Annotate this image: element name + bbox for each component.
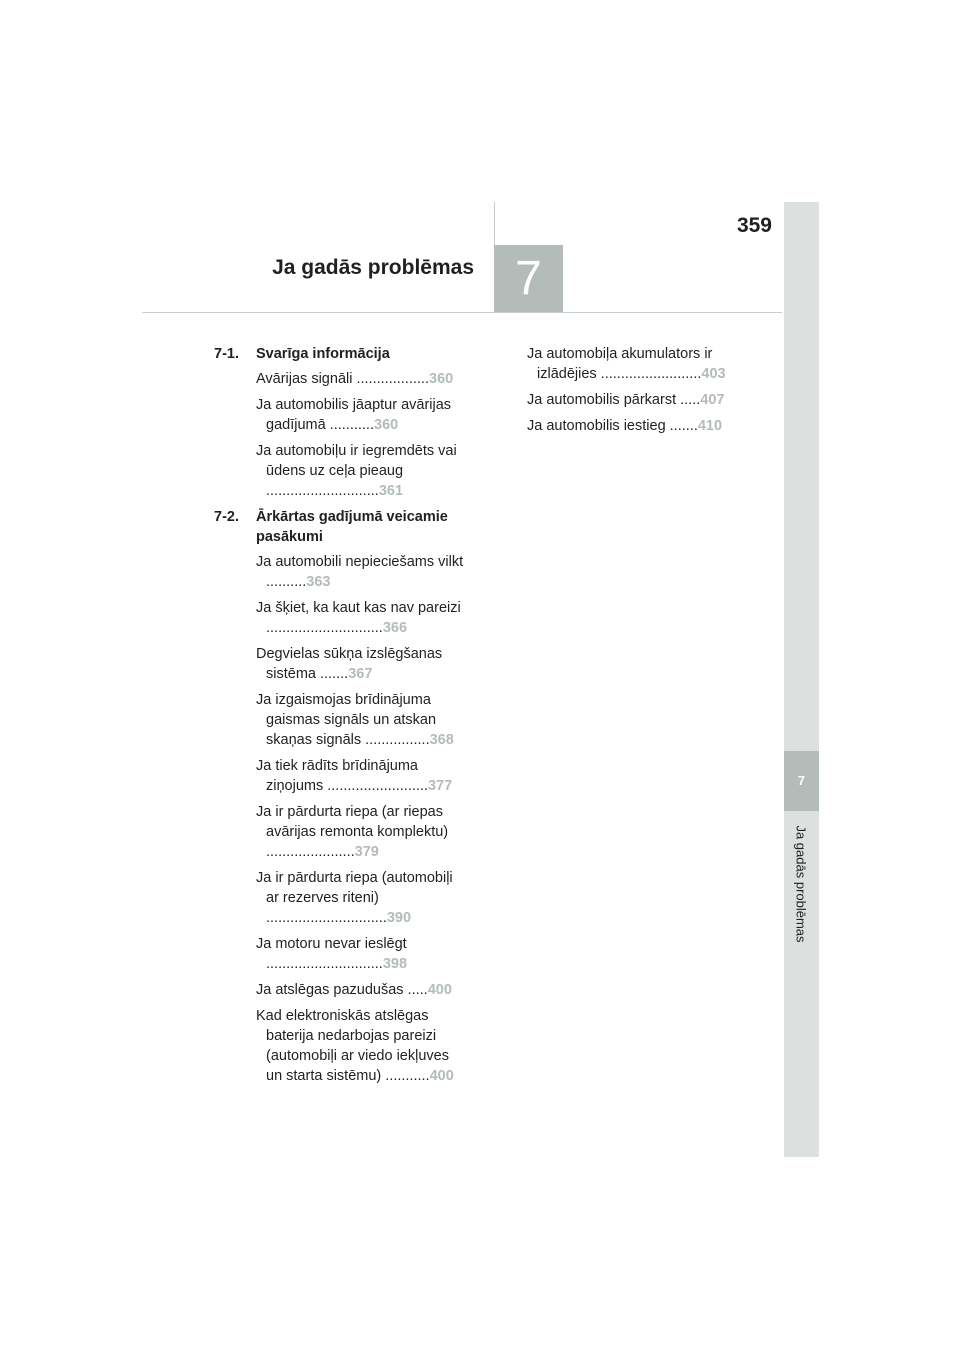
toc-page-link[interactable]: 360: [374, 417, 399, 433]
toc-entry[interactable]: Ja automobiļa akumulators ir izlādējies .........................403: [527, 346, 726, 382]
section-number: 7-2.: [214, 509, 239, 525]
header-rule: [142, 312, 782, 313]
toc-page-link[interactable]: 410: [697, 418, 723, 434]
toc-entry[interactable]: Degvielas sūkņa izslēgšanas sistēma .......367: [256, 646, 443, 682]
toc-page-link[interactable]: 379: [354, 844, 379, 860]
toc-right-column: [527, 344, 739, 442]
toc-entry[interactable]: Ja atslēgas pazudušas .....400: [256, 982, 452, 998]
toc-page-link[interactable]: 363: [306, 574, 331, 590]
header-divider-vertical: [494, 202, 495, 248]
side-chapter-label: Ja gadās problēmas: [793, 825, 809, 943]
toc-page-link[interactable]: 368: [429, 732, 454, 748]
toc-section-heading: [214, 344, 466, 364]
toc-page-link[interactable]: 398: [382, 956, 408, 972]
toc-entry[interactable]: Ja ir pārdurta riepa (ar riepas avārijas remonta komplektu) ......................379: [256, 804, 449, 860]
page-number: 359: [736, 214, 772, 237]
toc-page-link[interactable]: 360: [429, 371, 454, 387]
toc-entry[interactable]: Ja automobilis pārkarst .....407: [527, 392, 725, 408]
toc-entry[interactable]: Kad elektroniskās atslēgas baterija nedarbojas pareizi (automobiļi ar viedo iekļuves un starta sistēmu) ...........400: [256, 1008, 454, 1084]
toc-entry[interactable]: Ja automobili nepieciešams vilkt ..........363: [256, 554, 464, 590]
toc-entry[interactable]: Ja automobilis jāaptur avārijas gadījumā ...........360: [256, 397, 452, 433]
toc-entry[interactable]: Ja izgaismojas brīdinājuma gaismas signāls un atskan skaņas signāls ................368: [256, 692, 454, 748]
chapter-number-box: 7: [494, 245, 563, 312]
section-number: 7-1.: [214, 346, 239, 362]
toc-page-link[interactable]: 400: [427, 982, 452, 998]
side-thumb-strip: [784, 202, 819, 1157]
side-chapter-tab[interactable]: 7: [784, 751, 819, 811]
chapter-title: Ja gadās problēmas: [272, 256, 474, 279]
toc-entry[interactable]: Ja automobiļu ir iegremdēts vai ūdens uz ceļa pieaug ............................361: [256, 443, 457, 499]
toc-left-column: [214, 344, 466, 1092]
toc-entry[interactable]: Avārijas signāli ..................360: [256, 371, 454, 387]
toc-page-link[interactable]: 407: [700, 392, 725, 408]
toc-entry[interactable]: Ja šķiet, ka kaut kas nav pareizi .............................366: [256, 600, 461, 636]
toc-page-link[interactable]: 390: [386, 910, 412, 926]
toc-entry[interactable]: Ja motoru nevar ieslēgt .............................398: [256, 936, 408, 972]
section-title: Svarīga informācija: [256, 346, 390, 362]
toc-page-link[interactable]: 403: [701, 366, 726, 382]
toc-entry[interactable]: Ja tiek rādīts brīdinājuma ziņojums .........................377: [256, 758, 453, 794]
toc-page-link[interactable]: 377: [427, 778, 453, 794]
section-title: Ārkārtas gadījumā veicamie pasākumi: [256, 509, 448, 545]
toc-section-heading: [214, 507, 466, 547]
toc-page-link[interactable]: 361: [378, 483, 404, 499]
toc-page-link[interactable]: 367: [348, 666, 373, 682]
toc-entry[interactable]: Ja ir pārdurta riepa (automobiļi ar rezerves riteni) ..............................390: [256, 870, 453, 926]
toc-page-link[interactable]: 366: [382, 620, 408, 636]
toc-entry[interactable]: Ja automobilis iestieg .......410: [527, 418, 723, 434]
toc-page-link[interactable]: 400: [429, 1068, 454, 1084]
